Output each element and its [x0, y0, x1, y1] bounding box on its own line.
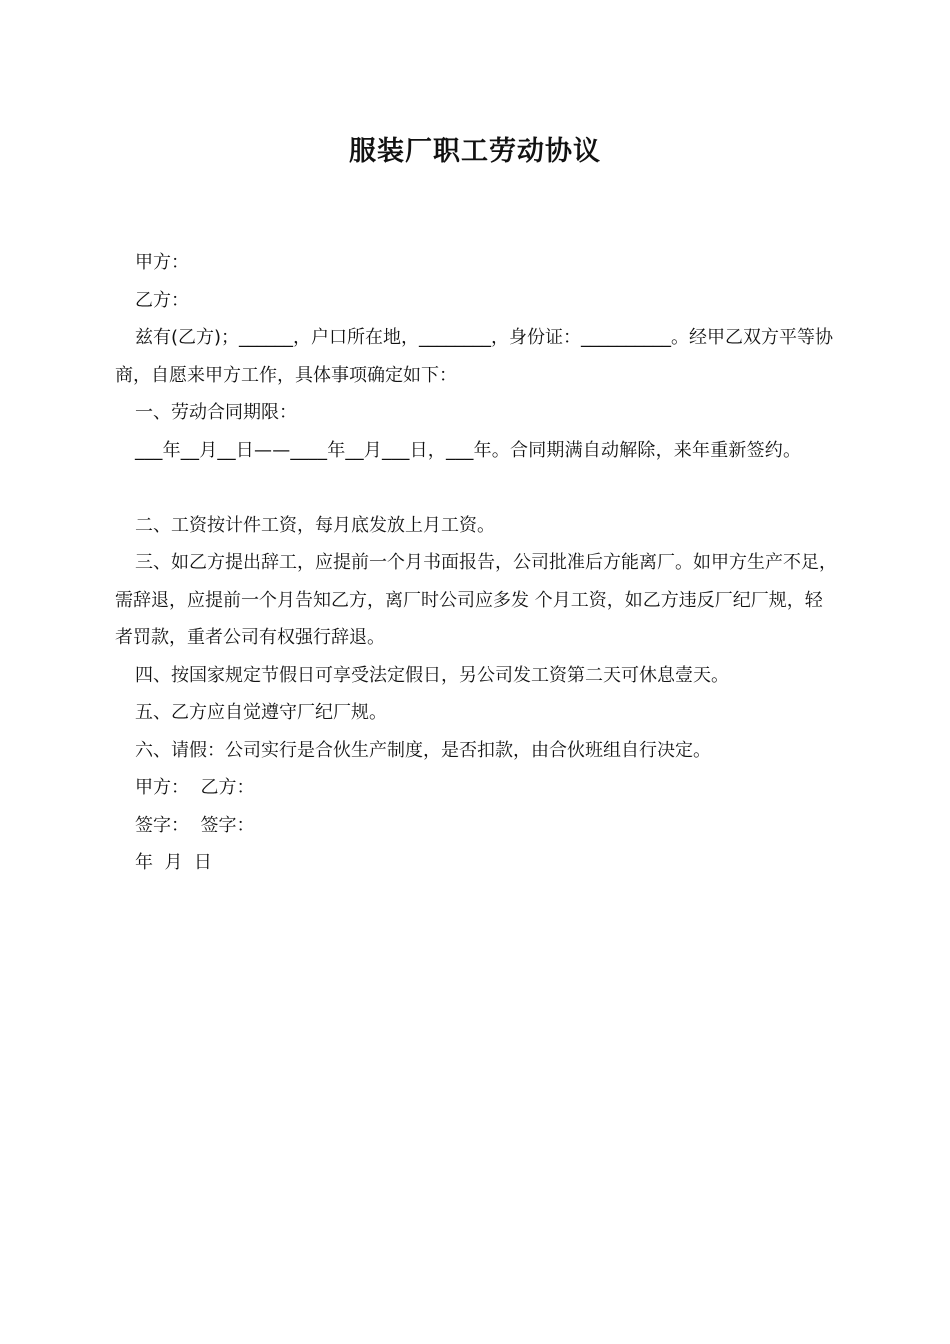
party-b-line: 乙方： [135, 289, 189, 311]
clause-5: 五、乙方应自觉遵守厂纪厂规。 [135, 702, 387, 723]
party-a-line: 甲方： [135, 252, 189, 273]
clause-1-period: ___年__月__日——____年__月___日，___年。合同期满自动解除，来年重新签约。 [135, 439, 802, 461]
blank-line [115, 469, 837, 507]
clause-1-heading: 一、劳动合同期限： [135, 402, 297, 423]
intro-paragraph: 兹有(乙方)；______，户口所在地，________，身份证：__________。经甲乙双方平等协商，自愿来甲方工作，具体事项确定如下： [115, 327, 834, 386]
signature-signs: 签字： 签字： [135, 814, 255, 836]
signature-parties: 甲方： 乙方： [135, 777, 255, 798]
clause-3: 三、如乙方提出辞工，应提前一个月书面报告，公司批准后方能离厂。如甲方生产不足，需辞退，应提前一个月告知乙方，离厂时公司应多发 个月工资，如乙方违反厂纪厂规，轻者罚款，重者公司有权强行辞退。 [115, 552, 837, 648]
document-body [115, 244, 837, 882]
clause-4: 四、按国家规定节假日可享受法定假日，另公司发工资第二天可休息壹天。 [135, 664, 729, 686]
clause-2: 二、工资按计件工资，每月底发放上月工资。 [135, 514, 495, 536]
clause-6: 六、请假：公司实行是合伙生产制度，是否扣款，由合伙班组自行决定。 [135, 739, 711, 761]
document-title: 服装厂职工劳动协议 [349, 136, 601, 167]
signature-date: 年 月 日 [135, 852, 212, 873]
